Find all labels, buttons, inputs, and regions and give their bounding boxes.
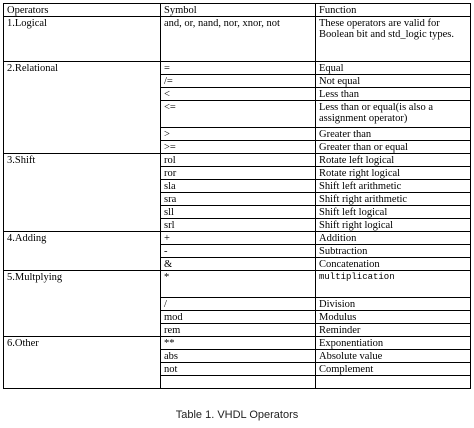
symbol-cell: & [161,258,316,271]
symbol-cell: and, or, nand, nor, xnor, not [161,17,316,62]
function-cell: Concatenation [316,258,471,271]
symbol-cell: > [161,128,316,141]
table-row [4,232,471,245]
symbol-cell: abs [161,350,316,363]
symbol-cell: + [161,232,316,245]
table-row [4,258,471,271]
table-row [4,363,471,376]
function-cell: Complement [316,363,471,376]
table-row [4,298,471,311]
operator-group-relational: 2.Relational [4,62,161,75]
function-cell: Shift left logical [316,206,471,219]
vhdl-operators-table [3,3,471,389]
symbol-cell: * [161,271,316,298]
function-cell: Less than [316,88,471,101]
function-cell: Shift right logical [316,219,471,232]
symbol-cell: rol [161,154,316,167]
operator-group-continuation [4,258,161,271]
symbol-cell [161,376,316,389]
operator-group-continuation [4,193,161,206]
operator-group-continuation [4,311,161,324]
table-row [4,376,471,389]
table-row [4,324,471,337]
function-cell: Not equal [316,75,471,88]
table-row [4,311,471,324]
function-cell: Addition [316,232,471,245]
function-cell: Rotate left logical [316,154,471,167]
operator-group-continuation [4,298,161,311]
table-row [4,193,471,206]
operator-group-continuation [4,350,161,363]
operator-group-continuation [4,75,161,88]
operator-group-continuation [4,206,161,219]
symbol-cell: /= [161,75,316,88]
operator-group-continuation [4,101,161,128]
table-row [4,167,471,180]
symbol-cell: < [161,88,316,101]
symbol-cell: ror [161,167,316,180]
table-header-row [4,4,471,17]
operator-group-multiplying: 5.Multplying [4,271,161,298]
symbol-cell: rem [161,324,316,337]
function-cell: Equal [316,62,471,75]
table-row [4,75,471,88]
symbol-cell: <= [161,101,316,128]
operator-group-other: 6.Other [4,337,161,350]
symbol-cell: not [161,363,316,376]
symbol-cell: - [161,245,316,258]
header-function: Function [316,4,471,17]
table-row [4,350,471,363]
table-row [4,141,471,154]
symbol-cell: srl [161,219,316,232]
symbol-cell: sll [161,206,316,219]
function-cell: Modulus [316,311,471,324]
symbol-cell: sla [161,180,316,193]
table-row [4,88,471,101]
symbol-cell: = [161,62,316,75]
function-cell: Subtraction [316,245,471,258]
operator-group-continuation [4,180,161,193]
operator-group-shift: 3.Shift [4,154,161,167]
operator-group-logical: 1.Logical [4,17,161,62]
function-cell: Rotate right logical [316,167,471,180]
function-cell: Less than or equal(is also a assignment operator) [316,101,471,128]
function-cell: Greater than [316,128,471,141]
operator-group-continuation [4,141,161,154]
table-row [4,271,471,298]
table-caption: Table 1. VHDL Operators [175,409,299,421]
symbol-cell: >= [161,141,316,154]
function-cell: Division [316,298,471,311]
table-row [4,128,471,141]
operator-group-continuation [4,363,161,376]
table-row [4,62,471,75]
operator-group-continuation [4,128,161,141]
symbol-cell: mod [161,311,316,324]
function-cell [316,376,471,389]
operator-group-continuation [4,324,161,337]
table-row [4,245,471,258]
function-cell: Greater than or equal [316,141,471,154]
function-cell: Reminder [316,324,471,337]
function-cell: Absolute value [316,350,471,363]
table-row [4,17,471,62]
operator-group-adding: 4.Adding [4,232,161,245]
header-symbol: Symbol [161,4,316,17]
function-cell: These operators are valid for Boolean bit and std_logic types. [316,17,471,62]
function-cell: Shift right arithmetic [316,193,471,206]
function-cell: Exponentiation [316,337,471,350]
function-cell: Shift left arithmetic [316,180,471,193]
table-row [4,219,471,232]
table-row [4,101,471,128]
operator-group-continuation [4,219,161,232]
symbol-cell: ** [161,337,316,350]
operator-group-continuation [4,245,161,258]
symbol-cell: sra [161,193,316,206]
table-row [4,206,471,219]
table-row [4,154,471,167]
table-row [4,337,471,350]
symbol-cell: / [161,298,316,311]
function-cell: multiplication [316,271,471,298]
operator-group-continuation [4,88,161,101]
operator-group-continuation [4,376,161,389]
operator-group-continuation [4,167,161,180]
table-row [4,180,471,193]
header-operators: Operators [4,4,161,17]
